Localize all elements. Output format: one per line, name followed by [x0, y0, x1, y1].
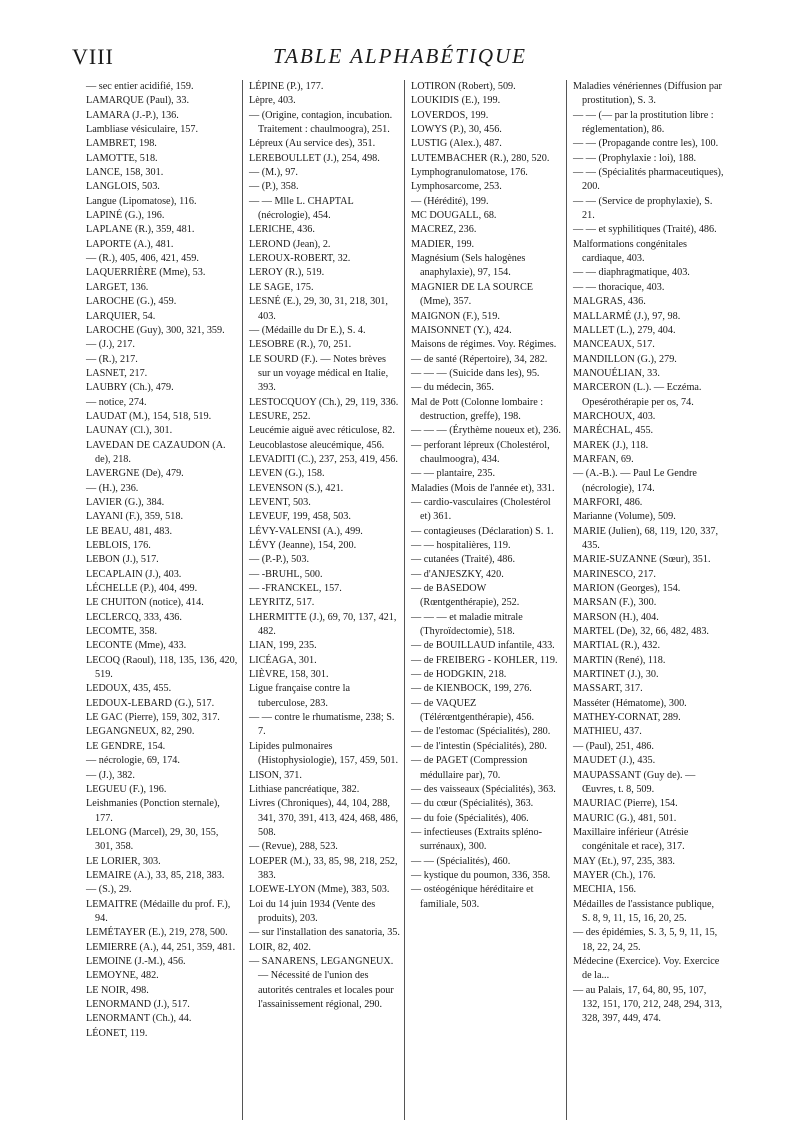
index-entry: — — (— par la prostitution libre : réglementation), 86.	[573, 109, 714, 136]
index-entry: — au Palais, 17, 64, 80, 95, 107, 132, 151, 170, 212, 248, 294, 313, 328, 397, 449, 474.	[573, 984, 723, 1025]
index-entry: LE NOIR, 498.	[86, 984, 149, 996]
index-entry: — — Mlle L. CHAPTAL (nécrologie), 454.	[249, 195, 354, 222]
index-entry: — cardio-vasculaires (Cholestérol et) 361.	[411, 496, 551, 523]
index-entry: MACREZ, 236.	[411, 224, 477, 236]
index-entry: LAVIER (G.), 384.	[86, 496, 165, 508]
index-entry: Marianne (Volume), 509.	[573, 511, 676, 523]
index-column-4	[566, 80, 728, 1120]
index-entry: MARCHOUX, 403.	[573, 410, 656, 422]
index-entry: MARCERON (L.). — Eczéma. Opesérothérapie per os, 74.	[573, 382, 702, 408]
index-entry: Lymphogranulomatose, 176.	[411, 167, 528, 179]
index-entry: MANOUÉLIAN, 33.	[573, 367, 660, 379]
index-entry: — de l'intestin (Spécialités), 280.	[411, 740, 547, 752]
index-entry: Lipides pulmonaires (Histophysiologie), 157, 459, 501.	[249, 740, 399, 767]
index-entry: MARION (Georges), 154.	[573, 583, 681, 595]
index-entry: MARTEL (De), 32, 66, 482, 483.	[573, 626, 709, 638]
index-entry: MARIE (Julien), 68, 119, 120, 337, 435.	[573, 525, 719, 551]
index-column-2	[242, 80, 404, 1120]
index-entry: MAY (Et.), 97, 235, 383.	[573, 855, 675, 867]
index-entry: LEVENSON (S.), 421.	[249, 482, 344, 494]
index-entry: LÉVY-VALENSI (A.), 499.	[249, 525, 363, 537]
index-entry: — (J.), 217.	[86, 339, 135, 351]
index-entry: LAPLANE (R.), 359, 481.	[86, 224, 195, 236]
index-entry: LAROCHE (G.), 459.	[86, 296, 177, 308]
index-entry: LAYANI (F.), 359, 518.	[86, 511, 184, 523]
index-entry: — de l'estomac (Spécialités), 280.	[411, 726, 551, 738]
index-entry: LEGANGNEUX, 82, 290.	[86, 726, 195, 738]
index-entry: MARTINET (J.), 30.	[573, 669, 659, 681]
index-entry: MAGNIER DE LA SOURCE (Mme), 357.	[411, 281, 533, 308]
index-entry: LECONTE (Mme), 433.	[86, 640, 187, 652]
index-entry: LÉPINE (P.), 177.	[249, 81, 324, 92]
index-entry: Loi du 14 juin 1934 (Vente des produits), 203.	[249, 898, 376, 924]
index-entry: — — — (Érythème noueux et), 236.	[411, 425, 561, 437]
index-entry: LAMARA (J.-P.), 136.	[86, 109, 179, 121]
index-entry: — — (Prophylaxie : loi), 188.	[573, 152, 697, 164]
index-entry: Médailles de l'assistance publique, S. 8, 9, 11, 15, 16, 20, 25.	[573, 898, 715, 924]
index-entry: LE BEAU, 481, 483.	[86, 525, 173, 537]
index-entry: — (R.), 405, 406, 421, 459.	[86, 253, 199, 265]
index-entry: — -FRANCKEL, 157.	[249, 583, 342, 595]
index-entry: LEMAIRE (A.), 33, 85, 218, 383.	[86, 869, 225, 881]
index-entry: — sec entier acidifié, 159.	[86, 81, 194, 92]
index-entry: Lépreux (Au service des), 351.	[249, 138, 376, 150]
index-entry: MARFORI, 486.	[573, 496, 643, 508]
index-entry: — (A.-B.). — Paul Le Gendre (nécrologie), 174.	[573, 468, 697, 494]
index-entry: — du cœur (Spécialités), 363.	[411, 798, 534, 810]
index-entry: — des vaisseaux (Spécialités), 363.	[411, 783, 556, 795]
index-entry: — de FREIBERG - KOHLER, 119.	[411, 654, 558, 666]
index-entry: MARÉCHAL, 455.	[573, 425, 654, 437]
index-entry: LEBON (J.), 517.	[86, 554, 159, 566]
index-entry: — — (Propagande contre les), 100.	[573, 138, 719, 150]
index-entry: MECHIA, 156.	[573, 884, 637, 896]
index-entry: LAUBRY (Ch.), 479.	[86, 382, 174, 394]
index-entry: — (Revue), 288, 523.	[249, 841, 338, 853]
index-entry: — — (Spécialités), 460.	[411, 855, 511, 867]
index-entry: LAVERGNE (De), 479.	[86, 468, 184, 480]
index-entry: — de HODGKIN, 218.	[411, 669, 507, 681]
index-entry: MAURIC (G.), 481, 501.	[573, 812, 677, 824]
index-entry: LOTIRON (Robert), 509.	[411, 81, 516, 92]
index-entry: MATHEY-CORNAT, 289.	[573, 712, 681, 724]
index-entry: Ligue française contre la tuberculose, 283.	[249, 683, 350, 709]
index-entry: — perforant lépreux (Cholestérol, chaulmoogra), 434.	[411, 439, 550, 465]
index-entry: — d'ANJESZKY, 420.	[411, 568, 504, 580]
index-entry: LE GENDRE, 154.	[86, 740, 166, 752]
index-entry: LAVEDAN DE CAZAUDON (A. de), 218.	[86, 439, 226, 465]
index-entry: Leucoblastose aleucémique, 456.	[249, 439, 385, 451]
index-entry: LOVERDOS, 199.	[411, 109, 489, 121]
index-entry: LÉONET, 119.	[86, 1027, 148, 1039]
index-entry: Mal de Pott (Colonne lombaire : destruction, greffe), 198.	[411, 396, 544, 422]
index-entry: MC DOUGALL, 68.	[411, 210, 497, 222]
index-entry: LE SOURD (F.). — Notes brèves sur un voyage médical en Italie, 393.	[249, 353, 389, 394]
index-entry: LEDOUX-LEBARD (G.), 517.	[86, 697, 215, 709]
index-entry: LECOQ (Raoul), 118, 135, 136, 420, 519.	[86, 654, 238, 681]
index-entry: LEDOUX, 435, 455.	[86, 683, 172, 695]
index-entry: — — plantaire, 235.	[411, 468, 496, 480]
index-entry: MAREK (J.), 118.	[573, 439, 649, 451]
index-entry: — de PAGET (Compression médullaire par), 70.	[411, 755, 528, 781]
index-entry: LAMBRET, 198.	[86, 138, 157, 150]
index-entry: LECLERCQ, 333, 436.	[86, 611, 182, 623]
index-entry: LESOBRE (R.), 70, 251.	[249, 339, 352, 351]
index-entry: LEMOYNE, 482.	[86, 970, 159, 982]
index-entry: LEROUX-ROBERT, 32.	[249, 253, 351, 265]
index-entry: LENORMAND (J.), 517.	[86, 999, 190, 1010]
index-entry: LECOMTE, 358.	[86, 626, 158, 638]
index-entry: LASNET, 217.	[86, 367, 148, 379]
index-entry: MARIE-SUZANNE (Sœur), 351.	[573, 554, 711, 566]
index-entry: — sur l'installation des sanatoria, 35.	[249, 927, 400, 939]
index-entry: — (M.), 97.	[249, 167, 298, 179]
index-entry: — — (Spécialités pharmaceutiques), 200.	[573, 167, 724, 193]
index-entry: LESURE, 252.	[249, 410, 311, 422]
index-entry: — cutanées (Traité), 486.	[411, 554, 516, 566]
index-entry: Lambliase vésiculaire, 157.	[86, 124, 199, 136]
index-entry: MAIGNON (F.), 519.	[411, 310, 500, 322]
index-entry: LAPINÉ (G.), 196.	[86, 210, 165, 222]
index-entry: — notice, 274.	[86, 396, 147, 408]
index-entry: — (Origine, contagion, incubation. Traitement : chaulmoogra), 251.	[249, 109, 393, 136]
index-entry: MARTIN (René), 118.	[573, 654, 666, 666]
page-title: TABLE ALPHABÉTIQUE	[273, 44, 527, 68]
index-entry: LICÉAGA, 301.	[249, 654, 317, 666]
index-entry: LESTOCQUOY (Ch.), 29, 119, 336.	[249, 396, 399, 408]
index-entry: — (P.), 358.	[249, 181, 299, 193]
index-entry: — — thoracique, 403.	[573, 281, 665, 293]
index-entry: LOEWE-LYON (Mme), 383, 503.	[249, 884, 390, 896]
index-entry: MARSON (H.), 404.	[573, 611, 659, 623]
index-entry: MARSAN (F.), 300.	[573, 597, 657, 609]
index-entry: MAUDET (J.), 435.	[573, 755, 656, 767]
index-entry: LHERMITTE (J.), 69, 70, 137, 421, 482.	[249, 611, 397, 638]
index-entry: LOIR, 82, 402.	[249, 941, 311, 953]
index-column-1	[80, 80, 242, 1120]
index-entry: — — et syphilitiques (Traité), 486.	[573, 224, 717, 236]
index-entry: LAQUERRIÈRE (Mme), 53.	[86, 267, 206, 279]
index-entry: LEROY (R.), 519.	[249, 267, 325, 279]
index-entry: — — — (Suicide dans les), 95.	[411, 367, 540, 379]
index-entry: — — (Service de prophylaxie), S. 21.	[573, 195, 713, 222]
index-entry: Livres (Chroniques), 44, 104, 288, 341, 370, 391, 413, 424, 468, 486, 508.	[249, 798, 399, 838]
index-entry: — -BRUHL, 500.	[249, 568, 323, 580]
index-entry: MATHIEU, 437.	[573, 726, 642, 738]
index-entry: Maxillaire inférieur (Atrésie congénitale et race), 317.	[573, 826, 689, 853]
index-entry: LUSTIG (Alex.), 487.	[411, 138, 502, 150]
index-entry: LOUKIDIS (E.), 199.	[411, 95, 501, 107]
index-entry: Leucémie aiguë avec réticulose, 82.	[249, 425, 395, 437]
index-entry: LE GAC (Pierre), 159, 302, 317.	[86, 712, 220, 724]
index-entry: — (P.-P.), 503.	[249, 554, 309, 566]
index-entry: LEMÉTAYER (E.), 219, 278, 500.	[86, 927, 228, 939]
index-column-3	[404, 80, 566, 1120]
index-entry: LAUNAY (Cl.), 301.	[86, 425, 173, 437]
index-entry: — contagieuses (Déclaration) S. 1.	[411, 525, 554, 537]
index-entry: — nécrologie, 69, 174.	[86, 755, 180, 767]
index-entry: LEYRITZ, 517.	[249, 597, 315, 609]
index-entry: — des épidémies, S. 3, 5, 9, 11, 15, 18, 22, 24, 25.	[573, 927, 718, 953]
index-entry: Lèpre, 403.	[249, 95, 296, 107]
index-entry: LARQUIER, 54.	[86, 310, 156, 322]
index-entry: — de BASEDOW (Rœntgenthérapie), 252.	[411, 583, 520, 609]
index-entry: Masséter (Hématome), 300.	[573, 697, 687, 709]
index-entry: LÉCHELLE (P.), 404, 499.	[86, 583, 198, 595]
index-entry: LEBLOIS, 176.	[86, 540, 151, 551]
page-header	[72, 44, 728, 78]
index-entry: — de KIENBOCK, 199, 276.	[411, 683, 532, 695]
index-entry: — (J.), 382.	[86, 769, 135, 781]
index-entry: LAMARQUE (Paul), 33.	[86, 95, 189, 107]
index-entry: Magnésium (Sels halogènes anaphylaxie), 97, 154.	[411, 253, 526, 279]
index-entry: Lymphosarcome, 253.	[411, 181, 502, 193]
index-entry: MAYER (Ch.), 176.	[573, 869, 656, 881]
index-entry: — (S.), 29.	[86, 884, 132, 896]
index-entry: LÉVY (Jeanne), 154, 200.	[249, 540, 357, 551]
index-entry: LAPORTE (A.), 481.	[86, 238, 174, 250]
index-entry: MALLARMÉ (J.), 97, 98.	[573, 310, 681, 322]
index-entry: LEMOINE (J.-M.), 456.	[86, 955, 186, 967]
index-entry: LEVEUF, 199, 458, 503.	[249, 511, 351, 523]
index-entry: — de santé (Répertoire), 34, 282.	[411, 353, 548, 365]
index-entry: LAMOTTE, 518.	[86, 152, 158, 164]
index-entry: — kystique du poumon, 336, 358.	[411, 869, 551, 881]
index-entry: LOEPER (M.), 33, 85, 98, 218, 252, 383.	[249, 855, 398, 881]
index-entry: LANGLOIS, 503.	[86, 181, 160, 193]
index-entry: MALGRAS, 436.	[573, 296, 646, 308]
index-entry: — (Hérédité), 199.	[411, 195, 489, 207]
index-entry: — ostéogénique héréditaire et familiale, 503.	[411, 884, 534, 910]
index-entry: MADIER, 199.	[411, 238, 475, 250]
index-entry: Lithiase pancréatique, 382.	[249, 783, 360, 795]
index-entry: Langue (Lipomatose), 116.	[86, 195, 197, 207]
index-entry: — du foie (Spécialités), 406.	[411, 812, 529, 824]
index-entry: LEVADITI (C.), 237, 253, 419, 456.	[249, 453, 398, 465]
index-entry: Maladies (Mois de l'année et), 331.	[411, 482, 555, 494]
index-entry: — — contre le rhumatisme, 238; S. 7.	[249, 712, 395, 738]
index-entry: MANCEAUX, 517.	[573, 339, 655, 351]
index-entry: LEVENT, 503.	[249, 496, 311, 508]
index-entry: MAISONNET (Y.), 424.	[411, 324, 512, 336]
index-entry: LE CHUITON (notice), 414.	[86, 597, 204, 609]
index-entry: LE SAGE, 175.	[249, 281, 314, 293]
index-entry: LEREBOULLET (J.), 254, 498.	[249, 152, 380, 164]
page-number: VIII	[72, 44, 114, 69]
index-entry: LIÈVRE, 158, 301.	[249, 669, 329, 681]
index-entry: — SANARENS, LEGANGNEUX. — Nécessité de l'union des autorités centrales et locales pour l'assainissement régional, 290.	[249, 955, 394, 1010]
index-entry: Maisons de régimes. Voy. Régimes.	[411, 339, 557, 351]
index-entry: LESNÉ (E.), 29, 30, 31, 218, 301, 403.	[249, 296, 388, 322]
index-entry: MASSART, 317.	[573, 683, 643, 695]
index-entry: LARGET, 136.	[86, 281, 149, 293]
index-entry: MARFAN, 69.	[573, 453, 634, 465]
index-entry: MARTIAL (R.), 432.	[573, 640, 661, 652]
index-entry: LENORMANT (Ch.), 44.	[86, 1013, 192, 1025]
index-entry: LERICHE, 436.	[249, 224, 315, 236]
index-entry: LANCE, 158, 301.	[86, 167, 164, 179]
index-entry: — (R.), 217.	[86, 353, 138, 365]
index-entry: LEMIERRE (A.), 44, 251, 359, 481.	[86, 941, 236, 953]
index-entry: — de BOUILLAUD infantile, 433.	[411, 640, 555, 652]
index-entry: — — hospitalières, 119.	[411, 540, 511, 551]
index-entry: LAROCHE (Guy), 300, 321, 359.	[86, 324, 225, 336]
index-entry: MARINESCO, 217.	[573, 568, 656, 580]
index-entry: Malformations congénitales cardiaque, 403.	[573, 238, 688, 265]
index-entry: LOWYS (P.), 30, 456.	[411, 124, 502, 136]
index-entry: — — — et maladie mitrale (Thyroïdectomie), 518.	[411, 611, 523, 638]
index-entry: LISON, 371.	[249, 769, 302, 781]
index-entry: LIAN, 199, 235.	[249, 640, 317, 652]
index-entry: — (H.), 236.	[86, 482, 139, 494]
index-entry: Maladies vénériennes (Diffusion par prostitution), S. 3.	[573, 81, 722, 107]
index-entry: LECAPLAIN (J.), 403.	[86, 568, 182, 580]
index-entry: LEROND (Jean), 2.	[249, 238, 331, 250]
index-entry: — du médecin, 365.	[411, 382, 494, 394]
index-entry: — de VAQUEZ (Télérœntgenthérapie), 456.	[411, 697, 534, 724]
index-entry: — (Médaille du Dr E.), S. 4.	[249, 324, 366, 336]
index-entry: LELONG (Marcel), 29, 30, 155, 301, 358.	[86, 826, 219, 853]
index-entry: — — diaphragmatique, 403.	[573, 267, 690, 279]
index-entry: — infectieuses (Extraits spléno-surrénaux), 300.	[411, 826, 542, 853]
index-entry: MAURIAC (Pierre), 154.	[573, 798, 678, 810]
index-entry: — (Paul), 251, 486.	[573, 740, 654, 752]
index-entry: LEGUEU (F.), 196.	[86, 783, 167, 795]
index-entry: Leishmanies (Ponction sternale), 177.	[86, 798, 220, 824]
index-entry: MALLET (L.), 279, 404.	[573, 324, 676, 336]
index-entry: LAUDAT (M.), 154, 518, 519.	[86, 410, 212, 422]
index-entry: Médecine (Exercice). Voy. Exercice de la...	[573, 955, 720, 982]
index-entry: MANDILLON (G.), 279.	[573, 353, 677, 365]
index-entry: LUTEMBACHER (R.), 280, 520.	[411, 152, 550, 164]
index-entry: LE LORIER, 303.	[86, 855, 161, 867]
index-entry: LEMAITRE (Médaille du prof. F.), 94.	[86, 898, 231, 924]
index-columns	[80, 80, 728, 1120]
index-entry: MAUPASSANT (Guy de). — Œuvres, t. 8, 509.	[573, 769, 696, 795]
index-entry: LEVEN (G.), 158.	[249, 468, 325, 480]
